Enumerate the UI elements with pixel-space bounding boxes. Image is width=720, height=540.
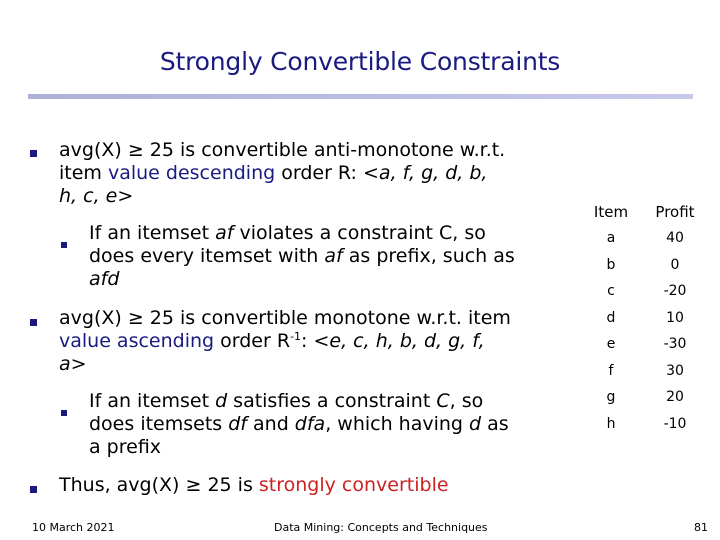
bullet-2-line-1: avg(X) ≥ 25 is convertible monotone w.r.t. item: [59, 307, 511, 329]
sub-text: does itemsets: [89, 413, 229, 435]
column-header-item: Item: [593, 203, 629, 221]
table-row: [582, 252, 710, 279]
table-row: [582, 358, 710, 385]
footer-date: 10 March 2021: [32, 521, 115, 534]
column-header-profit: Profit: [655, 203, 695, 221]
table-row: [582, 331, 710, 358]
sub-bullet-2: [89, 390, 579, 459]
table-row: [582, 305, 710, 332]
table-row: [582, 278, 710, 305]
item-cell: h: [606, 415, 616, 432]
sub-text: does every itemset with: [89, 245, 325, 267]
bullet-2-colon: : <: [301, 330, 330, 352]
item-cell: c: [607, 283, 615, 300]
order-r-close: >: [117, 185, 134, 207]
itemset-afd: afd: [89, 268, 120, 290]
item-cell: b: [606, 256, 616, 273]
sub-text: and: [246, 413, 295, 435]
bullet-1-line-1: avg(X) ≥ 25 is convertible anti-monotone w.r.t.: [59, 139, 506, 161]
sub-bullet-1-line-2: [89, 245, 579, 268]
item-cell: f: [608, 362, 614, 379]
title-divider: [28, 94, 693, 99]
bullet-1-order-text: order R: <: [275, 162, 379, 184]
itemset-af: af: [324, 245, 343, 267]
sub-text: violates a constraint C, so: [233, 222, 486, 244]
sub-text: as prefix, such as: [342, 245, 515, 267]
sub-text: If an itemset: [89, 222, 216, 244]
sub-bullet-marker: [61, 410, 67, 416]
bullet-2-line-2: [59, 330, 579, 353]
bullet-1-text: item: [59, 162, 108, 184]
profit-cell: 40: [666, 230, 684, 247]
order-r-continued: h, c, e: [59, 185, 118, 207]
bullet-1-line-3: [59, 185, 579, 208]
profit-cell: 20: [666, 389, 684, 406]
table-row: [582, 384, 710, 411]
itemset-af: af: [215, 222, 234, 244]
order-r-inverse-close: >: [70, 353, 87, 375]
value-descending-text: value descending: [107, 162, 276, 184]
item-cell: d: [606, 309, 616, 326]
constraint-c: C: [436, 390, 450, 412]
conclusion-text: Thus, avg(X) ≥ 25 is: [59, 474, 259, 496]
bullet-2-line-3: [59, 353, 579, 376]
sub-bullet-1-line-1: [89, 222, 579, 245]
bullet-1: [59, 139, 579, 208]
footer-page-number: 81: [694, 521, 708, 534]
sub-bullet-marker: [61, 242, 67, 248]
sub-text: as: [481, 413, 509, 435]
sub-bullet-2-line-2: [89, 413, 579, 436]
bullet-2: [59, 307, 579, 376]
table-row: [582, 225, 710, 252]
sub-bullet-2-line-3: a prefix: [89, 436, 162, 458]
inverse-superscript: -1: [290, 330, 302, 343]
bullet-2-order-text: order R: [214, 330, 291, 352]
table-row: [582, 411, 710, 438]
itemset-d: d: [469, 413, 482, 435]
profit-cell: 0: [670, 256, 680, 273]
slide-title: Strongly Convertible Constraints: [159, 47, 561, 76]
itemset-df: df: [228, 413, 247, 435]
itemset-d: d: [215, 390, 228, 412]
sub-text: , so: [449, 390, 484, 412]
order-r-inverse-text: e, c, h, b, d, g, f,: [329, 330, 485, 352]
profit-cell: -30: [663, 336, 687, 353]
bullet-marker: [30, 486, 37, 493]
sub-text: If an itemset: [89, 390, 216, 412]
sub-bullet-1: [89, 222, 579, 291]
bullet-marker: [30, 150, 37, 157]
profit-table: [582, 199, 710, 437]
strongly-convertible-text: strongly convertible: [258, 474, 449, 496]
bullet-marker: [30, 319, 37, 326]
bullet-3: [59, 474, 579, 497]
sub-text: , which having: [325, 413, 470, 435]
footer-course: Data Mining: Concepts and Techniques: [274, 521, 488, 534]
order-r-inverse-continued: a: [59, 353, 71, 375]
sub-text: satisfies a constraint: [227, 390, 437, 412]
item-cell: e: [606, 336, 616, 353]
sub-bullet-2-line-1: [89, 390, 579, 413]
sub-bullet-1-line-3: [89, 268, 579, 291]
profit-cell: -10: [663, 415, 687, 432]
table-header-row: [582, 199, 710, 225]
bullet-1-line-2: [59, 162, 579, 185]
value-ascending-text: value ascending: [59, 330, 215, 352]
item-cell: g: [606, 389, 616, 406]
item-cell: a: [606, 230, 616, 247]
itemset-dfa: dfa: [294, 413, 326, 435]
profit-cell: -20: [663, 283, 687, 300]
order-r-text: a, f, g, d, b,: [378, 162, 488, 184]
profit-cell: 30: [666, 362, 684, 379]
profit-cell: 10: [666, 309, 684, 326]
